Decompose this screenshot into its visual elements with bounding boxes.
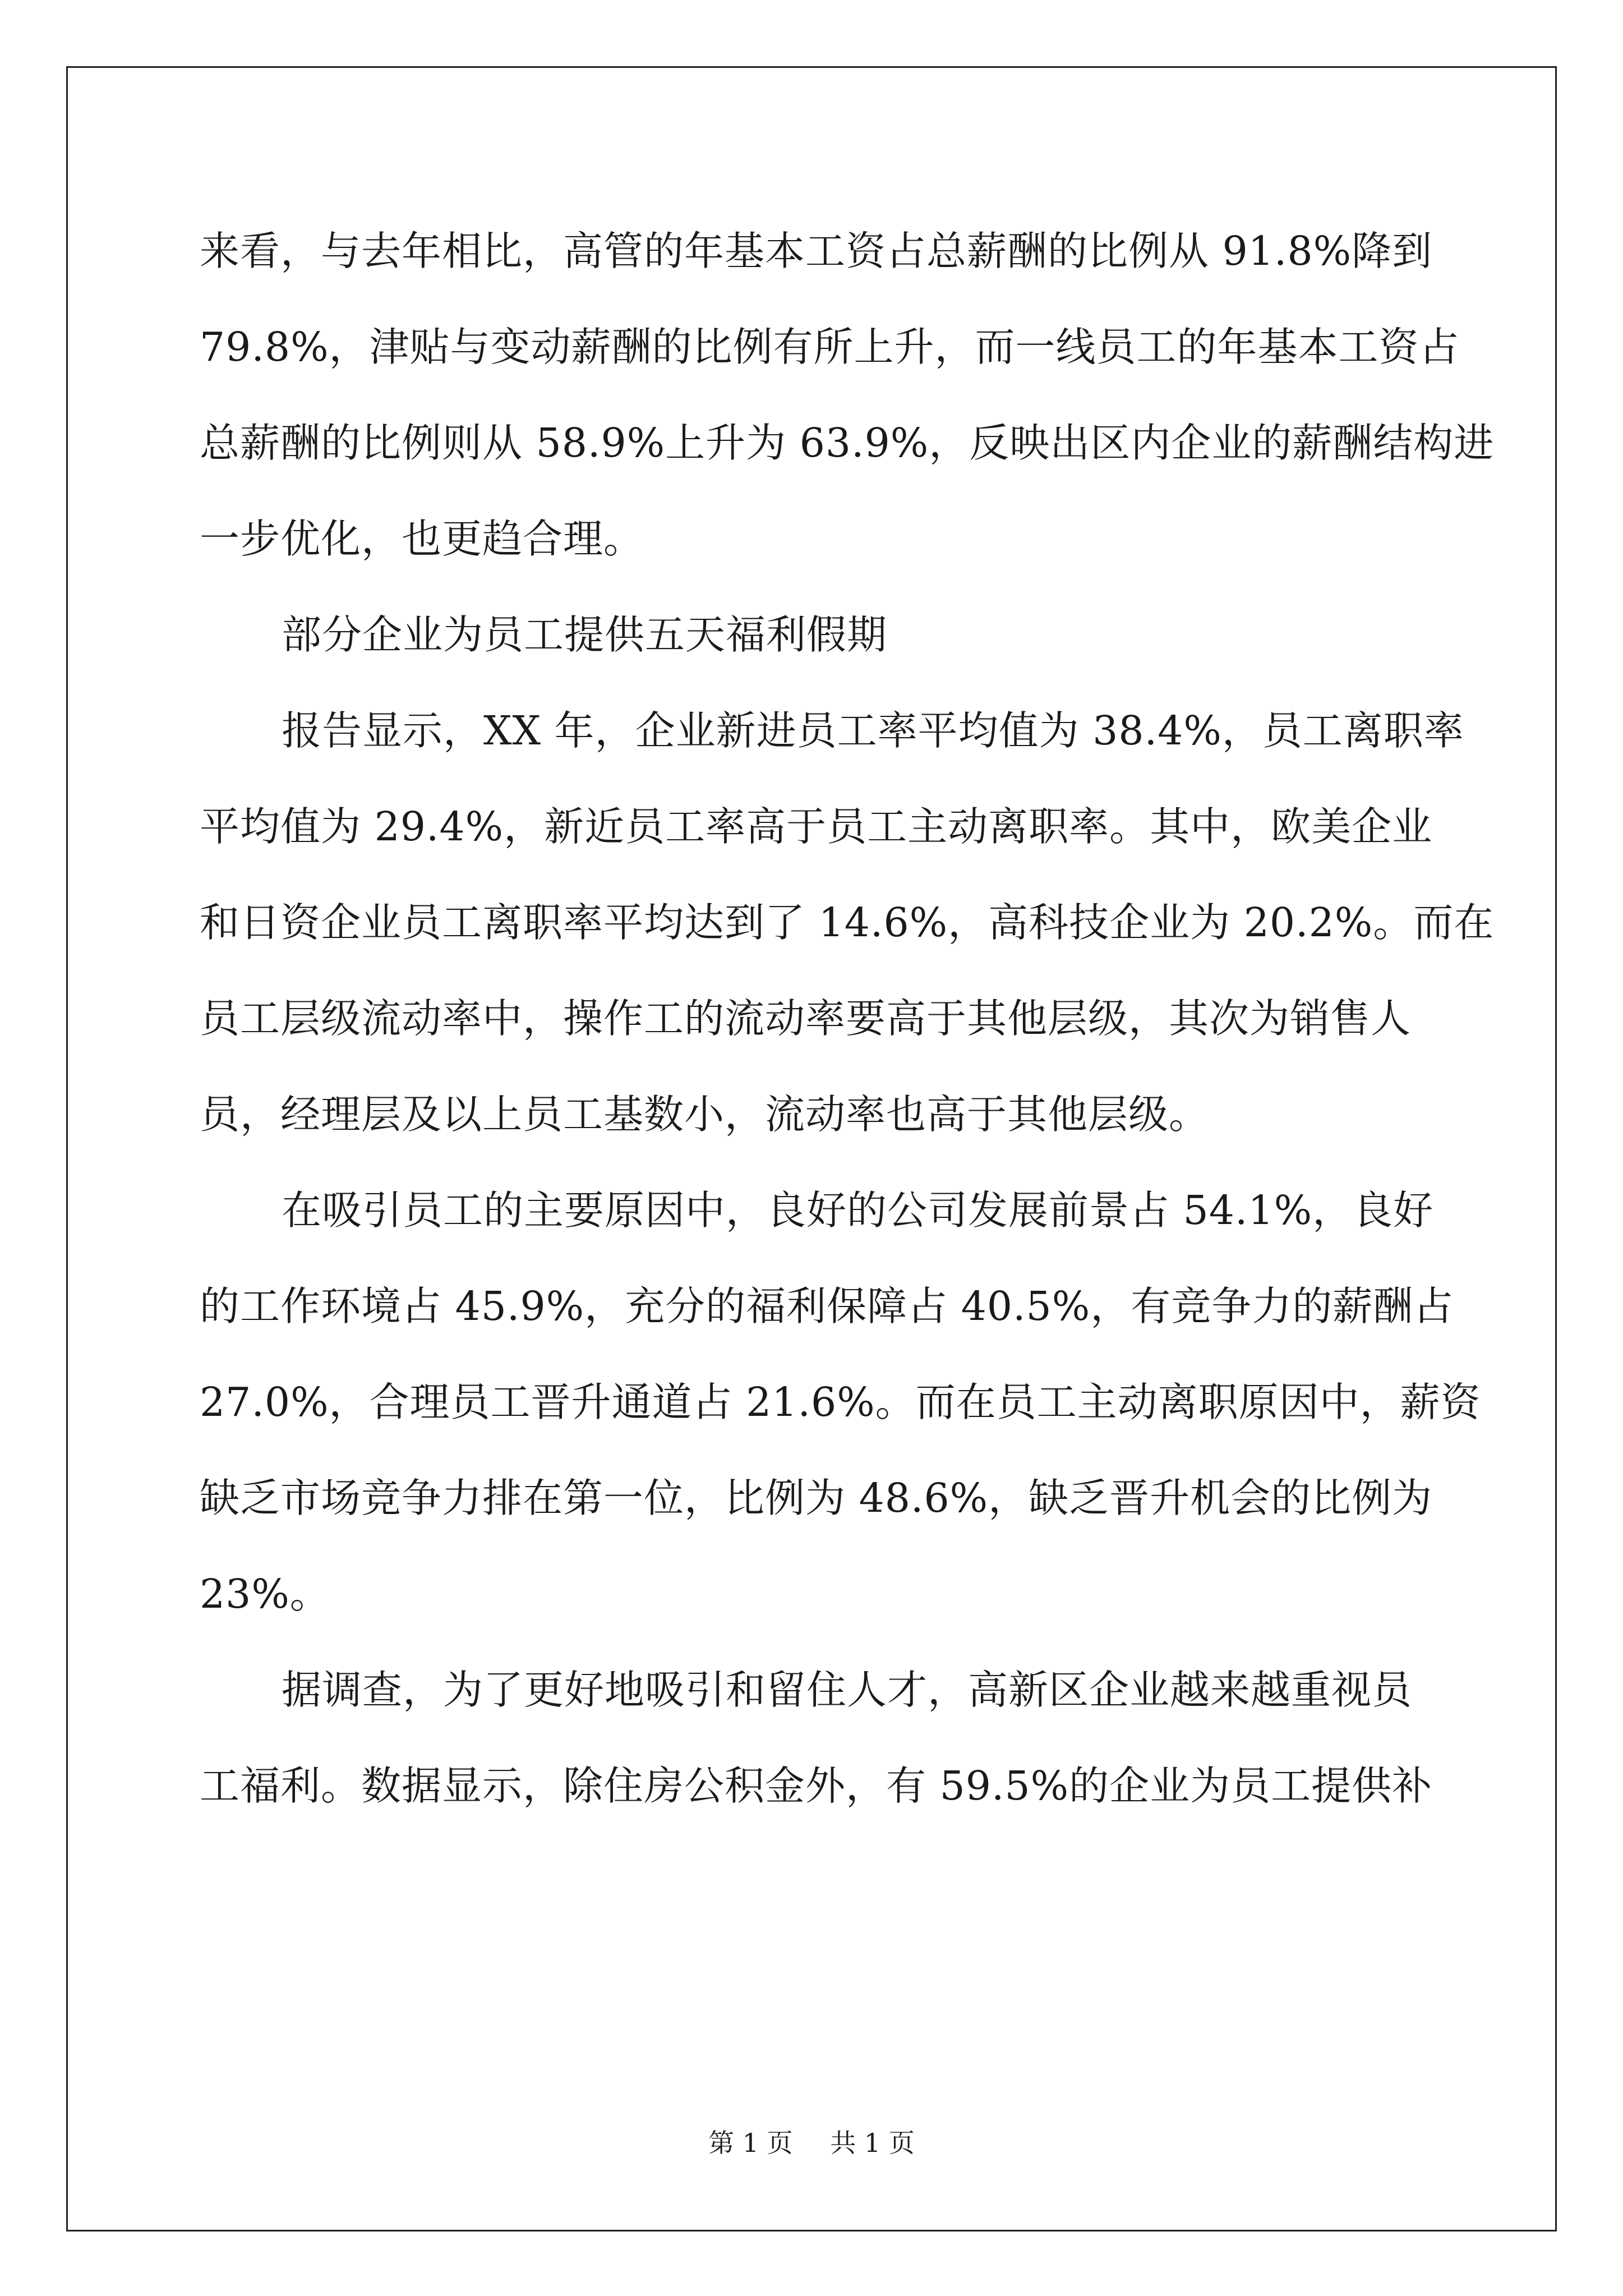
- page-total: 共 1 页: [830, 2128, 915, 2158]
- text-line: 缺乏市场竞争力排在第一位，比例为 48.6%，缺乏晋升机会的比例为: [200, 1475, 1433, 1521]
- paragraph: [200, 683, 1495, 1162]
- text-line: 23%。: [200, 1571, 330, 1617]
- text-line: 和日资企业员工离职率平均达到了 14.6%，高科技企业为 20.2%。而在: [200, 899, 1495, 946]
- document-body: [200, 203, 1495, 1834]
- text-line: 27.0%，合理员工晋升通道占 21.6%。而在员工主动离职原因中，薪资: [200, 1379, 1481, 1425]
- paragraph: [200, 1162, 1481, 1642]
- text-line: 来看，与去年相比，高管的年基本工资占总薪酬的比例从 91.8%降到: [200, 228, 1433, 274]
- text-line: 一步优化，也更趋合理。: [200, 516, 644, 562]
- text-line: 部分企业为员工提供五天福利假期: [282, 611, 888, 658]
- text-line: 员工层级流动率中，操作工的流动率要高于其他层级，其次为销售人: [200, 995, 1412, 1042]
- page-number: 第 1 页: [708, 2128, 793, 2158]
- page-footer: [0, 2126, 1623, 2160]
- text-line: 员，经理层及以上员工基数小，流动率也高于其他层级。: [200, 1091, 1210, 1138]
- text-line: 据调查，为了更好地吸引和留住人才，高新区企业越来越重视员: [282, 1667, 1413, 1713]
- text-line: 总薪酬的比例则从 58.9%上升为 63.9%，反映出区内企业的薪酬结构进: [200, 420, 1495, 466]
- text-line: 在吸引员工的主要原因中，良好的公司发展前景占 54.1%，良好: [282, 1187, 1434, 1234]
- section-heading: [200, 587, 1433, 683]
- paragraph: [200, 203, 1495, 587]
- text-line: 平均值为 29.4%，新近员工率高于员工主动离职率。其中，欧美企业: [200, 803, 1433, 850]
- text-line: 报告显示，XX 年，企业新进员工率平均值为 38.4%，员工离职率: [282, 707, 1464, 754]
- text-line: 工福利。数据显示，除住房公积金外，有 59.5%的企业为员工提供补: [200, 1763, 1433, 1809]
- text-line: 79.8%，津贴与变动薪酬的比例有所上升，而一线员工的年基本工资占: [200, 324, 1460, 370]
- paragraph: [200, 1642, 1433, 1834]
- text-line: 的工作环境占 45.9%，充分的福利保障占 40.5%，有竞争力的薪酬占: [200, 1283, 1454, 1329]
